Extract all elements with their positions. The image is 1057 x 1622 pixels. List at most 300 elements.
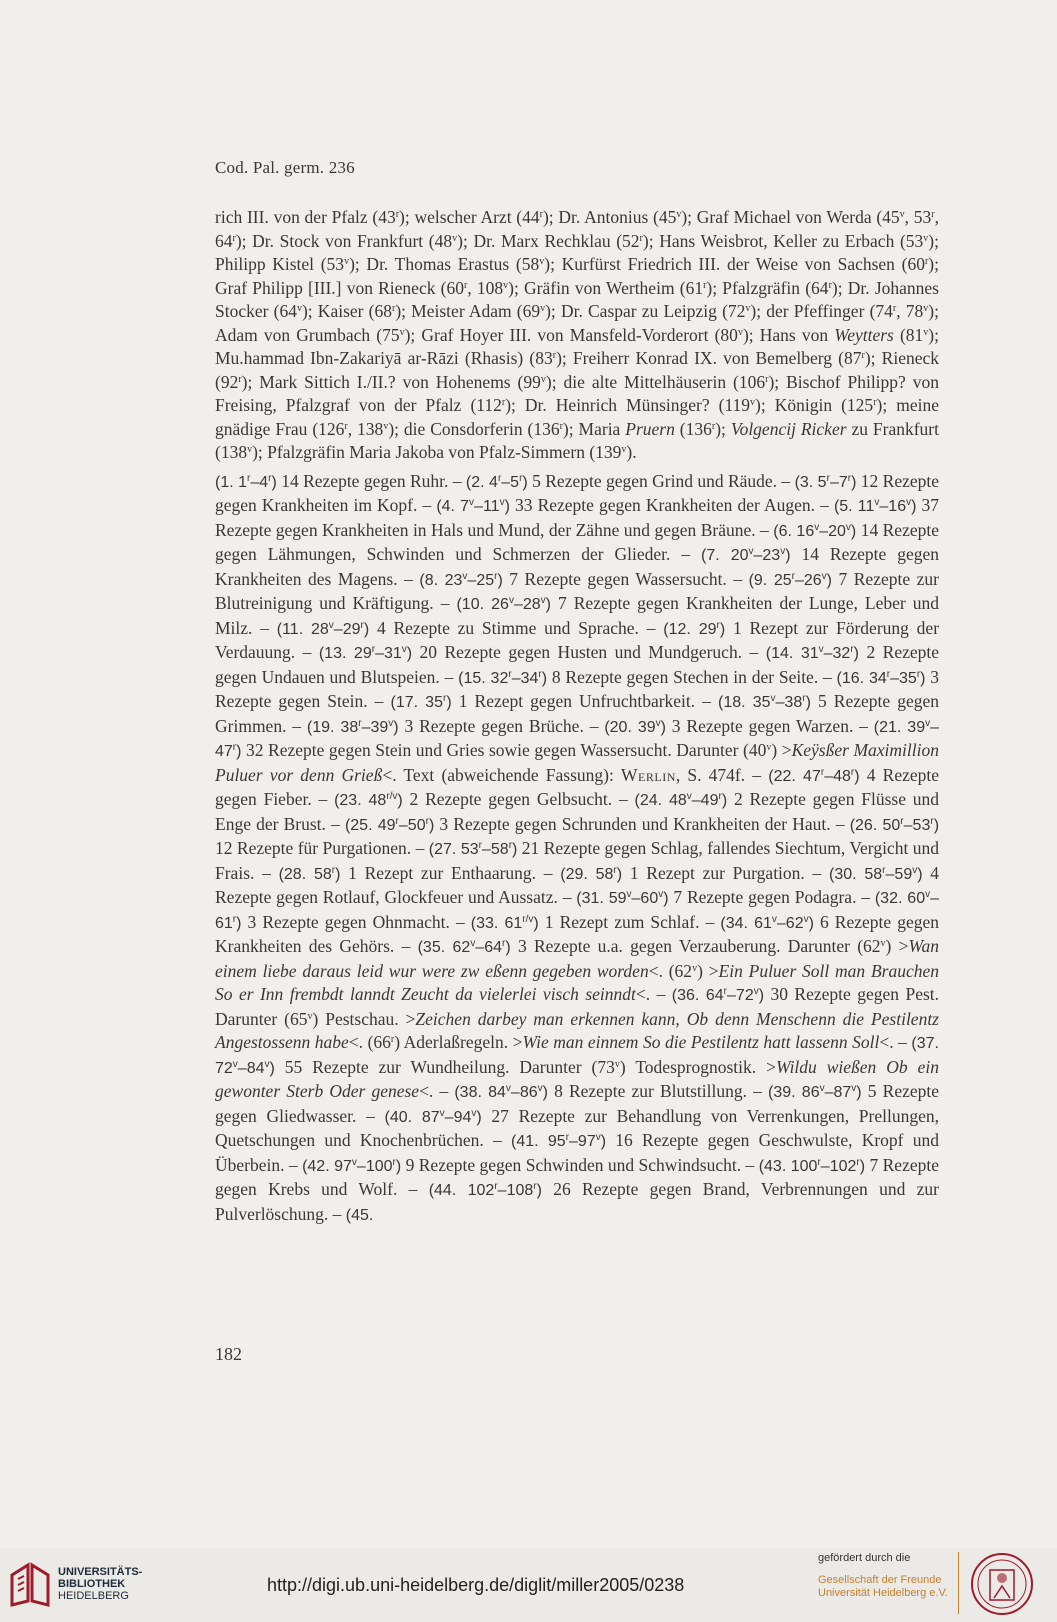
section-reference [334,792,403,809]
section-number: (11. 28 [276,620,329,638]
folio-side: v [537,1083,543,1094]
folio-side: v [296,303,302,314]
folio-side: v [676,209,682,220]
text-run: 14 Rezepte gegen Lähmungen, Schwinden und Schmerzen der Glieder. – [215,519,939,564]
text-run: <. – [879,1032,912,1052]
folio-number: ) [536,1182,542,1199]
text-run: ); Königin (125 [755,395,874,415]
folio-side: v [499,497,505,508]
text-run: zu Frankfurt (138 [215,418,939,462]
folio-side: v [439,1107,445,1119]
text-run: 32 Rezepte gegen Stein und Gries sowie gegen Wassersucht. Darunter (40 [241,740,767,760]
section-number: (1. 1 [215,473,248,491]
text-run: ); Dr. Stock von Frankfurt (48 [235,230,453,251]
folio-number: ) [269,1059,275,1077]
section-number: (9. 25 [748,571,792,589]
section-number: (19. 38 [306,718,359,736]
section-number: (7. 20 [701,547,749,564]
section-number: (6. 16 [773,522,815,540]
section-reference [560,866,622,883]
folio-side: r [508,840,513,851]
section-number: (44. 102 [428,1182,495,1199]
folio-number: –29 [333,620,361,638]
text-run: ); Graf Michael von Werda (45 [681,207,900,227]
folio-number: ) [854,767,860,785]
section-number: (26. 50 [849,816,901,834]
folio-number: ) [600,1133,607,1150]
section-reference [385,1109,482,1126]
section-number: (40. 87 [384,1108,440,1126]
folio-side: r [232,742,237,753]
text-run: ); Gräfin von Wertheim (61 [508,277,704,298]
folio-side: r [861,350,865,361]
folio-side: r [711,420,716,432]
text-run: ); der Pfeffinger (74 [750,301,893,321]
folio-number: –50 [398,816,426,834]
folio-side: r [791,570,795,582]
folio-side: v [540,595,546,606]
folio-number: –102 [820,1157,857,1175]
folio-side: v [766,742,772,753]
running-header: Cod. Pal. germ. 236 [215,158,355,177]
folio-side: r [639,232,643,244]
section-number: (23. 48 [334,792,387,809]
source-url-link[interactable]: http://digi.ub.uni-heidelberg.de/diglit/miller2005/0238 [267,1575,685,1595]
folio-side: r [268,472,272,484]
folio-side: v [750,397,756,408]
folio-side: r [391,303,396,314]
folio-side: r [931,209,935,220]
folio-side: v [923,326,929,338]
folio-side: r [392,1156,396,1168]
folio-number: –32 [823,645,851,662]
text-run: 7 Rezepte gegen Podagra. – [668,887,875,907]
text-run: 3 Rezepte gegen Schrunden und Krankheiten der Haut. – [434,813,850,834]
folio-number: –84 [237,1059,265,1077]
folio-number: –94 [444,1108,472,1126]
section-reference [418,939,511,956]
section-reference [466,474,528,491]
text-run: rich III. von der Pfalz (43 [215,207,396,227]
quoted-title: Pruern [625,418,675,439]
text-run: 2 Rezepte gegen Flüsse und Enge der Brust. – [215,789,940,834]
folio-side: v [452,232,458,244]
folio-side: r [850,644,854,655]
text-run: ); Dr. Caspar zu Leipzig (72 [545,301,746,321]
folio-number: –7 [829,473,848,491]
folio-number: ) [393,718,399,736]
quoted-title: Keÿsßer Maximillion Puluer vor denn Grieß [215,740,940,785]
folio-number: ) [512,841,518,858]
section-number: (27. 53 [428,841,479,858]
folio-side: v [814,521,820,533]
folio-side: r [344,420,348,432]
folio-side: r [802,693,806,704]
text-run: ); Graf Philipp [III.] von Rieneck (60 [215,254,939,298]
folio-side: r [856,1156,860,1168]
folio-number: ) [721,792,728,809]
folio-number: ) [758,987,765,1004]
text-run: 1 Rezept gegen Unfruchtbarkeit. – [451,691,719,711]
text-run: 3 Rezepte gegen Brüche. – [398,715,605,736]
folio-side: v [469,497,475,508]
section-number: (36. 64 [671,987,724,1004]
folio-number: –53 [903,816,931,834]
folio-number: ) [545,596,551,613]
text-run: 8 Rezepte zur Blutstillung. – [547,1081,769,1101]
section-reference [302,1158,401,1175]
text-run: 7 Rezepte gegen Krankheiten der Lunge, Leber und Milz. – [215,593,940,638]
folio-side: r [882,864,886,876]
text-run: ); Dr. Antonius (45 [542,207,677,227]
text-run: ) > [771,740,792,760]
section-number: (35. 62 [417,939,471,956]
folio-side: r [765,373,769,385]
section-number: (33. 61 [470,914,523,932]
folio-number: –16 [879,498,907,515]
folio-number: –35 [890,669,917,687]
text-run: 2 Rezepte gegen Gelbsucht. – [402,789,635,809]
section-number: (8. 23 [419,571,463,589]
folio-side: r [442,693,447,704]
text-run: ); die alte Mittelhäuserin (106 [545,371,766,392]
section-reference [837,670,926,687]
section-reference [850,817,939,834]
text-run: (136 [674,418,712,439]
section-number: (41. 95 [511,1133,566,1150]
folio-side: r [463,279,468,291]
sponsor-divider [958,1552,959,1614]
folio-number: –34 [511,669,539,687]
folio-side: r [358,717,362,729]
folio-side: r/v [522,913,534,925]
text-run: 26 Rezepte gegen Brand, Verbrennungen und zur Pulverlöschung. – [215,1179,939,1224]
text-run: ); Graf Hoyer III. von Mansfeld-Vorderort (80 [404,324,738,345]
folio-number: –64 [475,939,503,956]
folio-side: v [845,521,851,533]
section-reference [279,866,341,883]
text-run: 21 Rezepte gegen Schlag, fallendes Siechtum, Vergicht und Frais. – [215,838,939,883]
folio-number: ) [236,914,242,932]
folio-number: –72 [727,987,754,1004]
folio-side: v [770,693,776,704]
folio-number: –61 [215,890,940,932]
folio-side: r [716,619,720,631]
section-number: (14. 31 [765,645,819,662]
folio-number: ) [933,816,940,834]
folio-number: ) [856,1084,862,1101]
text-run: 12 Rezepte gegen Krankheiten im Kopf. – [215,470,940,515]
text-run: ); Dr. Thomas Erastus (58 [349,254,540,274]
folio-side: v [925,889,931,900]
text-run: 5 Rezepte gegen Grimmen. – [215,691,939,736]
text-run: ) Aderlaßregeln. > [394,1032,523,1052]
text-run: ); Freiherr Konrad IX. von Bemelberg (87 [556,348,862,368]
folio-side: r [892,303,897,314]
sponsor-name-line1: Gesellschaft der Freunde [818,1574,942,1586]
text-run: 33 Rezepte gegen Krankheiten der Augen. – [509,495,834,515]
folio-number: ) [504,498,510,515]
section-number: (17. 35 [390,694,443,711]
section-number: (24. 48 [634,792,687,809]
quoted-title: Ein Puluer Soll man Brauchen So er Inn frembdt lanndt Zeucht da vielerlei visch seinndt [215,960,939,1004]
folio-number: –59 [885,865,913,883]
text-run: ); Dr. Johannes Stocker (64 [215,277,939,321]
text-run: <. – [635,984,672,1004]
folio-number: ) [616,865,623,883]
section-number: (12. 29 [663,620,717,638]
text-run: ); Pfalzgräfin Maria Jakoba von Pfalz-Simmern (139 [252,442,622,462]
folio-side: v [508,595,514,606]
section-number: (5. 11 [833,498,875,515]
section-reference [345,817,434,834]
folio-number: –25 [467,571,495,589]
section-reference [456,596,551,613]
folio-side: v [923,232,929,244]
folio-side: v [737,326,743,338]
text-run: 1 Rezept zum Schlaf. – [538,911,721,932]
folio-number: ) [446,694,452,711]
folio-number: –47 [215,718,939,760]
folio-side: v [906,497,912,508]
folio-side: r [238,373,242,385]
section-reference [429,841,518,858]
text-run: ); Dr. Heinrich Münsinger? (119 [505,395,751,415]
folio-number: ) [853,645,859,662]
text-run: 8 Rezepte gegen Stechen in der Seite. – [547,666,837,687]
text-run: 5 Rezepte gegen Gliedwasser. – [215,1081,940,1126]
folio-number: ) [851,473,857,491]
folio-side: v [471,1107,477,1119]
section-number: (43. 100 [758,1157,818,1175]
text-run: 37 Rezepte gegen Krankheiten in Hals und Mund, der Zähne und gegen Bräune. – [215,495,940,540]
folio-side: r [232,232,236,244]
text-run: 55 Rezepte zur Wundheilung. Darunter (73 [274,1056,615,1077]
folio-side: v [540,303,546,314]
folio-number: ) [335,865,341,883]
section-reference [390,694,451,711]
section-reference [718,694,811,711]
text-run: ); Kaiser (68 [301,301,392,321]
folio-number: –58 [482,841,509,858]
folio-number: –11 [474,498,500,515]
section-number: (21. 39 [873,718,926,736]
folio-side: r [886,668,891,680]
paragraph-contents [215,470,939,1228]
folio-number: –23 [753,547,781,564]
folio-side: r [497,472,502,484]
folio-side: v [399,326,405,338]
folio-number: –97 [569,1133,596,1150]
text-run: ); welscher Arzt (44 [399,207,540,227]
section-number: (34. 61 [720,914,772,932]
folio-number: –86 [510,1084,538,1101]
section-reference [454,1084,548,1101]
text-run: 1 Rezept zur Enthaarung. – [340,862,561,883]
main-text [215,206,939,1227]
folio-number: –4 [250,473,269,491]
section-number: (20. 39 [604,718,656,736]
text-run: ). [626,442,637,462]
text-run: , 108 [467,277,504,298]
section-reference [604,719,666,736]
sponsor-name [818,1574,950,1600]
folio-number: –62 [776,914,804,932]
section-reference [829,866,923,883]
text-run: ); Bischof Philipp? von Freising, Pfalzgraf von der Pfalz (112 [215,371,940,415]
text-run: ); Rieneck (92 [215,348,940,392]
folio-side: v [818,644,824,655]
section-reference [471,915,539,932]
folio-side: v [692,962,698,974]
text-run: 12 Rezepte für Purgationen. – [215,838,429,858]
folio-side: r [930,815,934,827]
folio-number: ) [541,669,548,687]
text-run: ); Maria [562,418,626,439]
folio-number: –38 [775,694,803,711]
folio-side: r [232,913,237,925]
folio-side: r [817,1156,821,1168]
section-number: (37. 72 [215,1035,939,1077]
section-reference [277,621,369,638]
text-run: 16 Rezepte gegen Geschwulste, Kropf und Überbein. – [215,1130,939,1175]
section-reference [429,1182,542,1199]
folio-side: r [494,1181,498,1192]
folio-side: v [803,913,809,925]
section-reference [749,572,832,589]
folio-side: v [925,717,931,729]
folio-side: v [388,717,394,729]
folio-number: ) [363,620,370,638]
folio-side: r [718,791,722,802]
folio-side: v [748,546,754,557]
folio-side: r [508,668,512,680]
folio-side: r [331,864,336,876]
library-name-line: HEIDELBERG [58,1590,129,1602]
folio-number: –31 [375,645,402,662]
section-number: (2. 4 [465,473,498,491]
folio-side: r [873,397,877,408]
folio-side: v [745,303,751,314]
section-reference [795,474,857,491]
text-run: 4 Rezepte gegen Rotlauf, Glockfeuer und Aussatz. – [215,862,940,907]
section-number: (39. 86 [768,1084,820,1101]
folio-side: r [425,815,429,827]
text-run: 3 Rezepte gegen Warzen. – [665,715,874,736]
section-number: (3. 5 [794,473,827,491]
folio-number: –20 [819,522,846,540]
folio-number: ) [911,498,917,515]
folio-number: ) [522,473,528,491]
folio-number: ) [785,547,791,564]
text-run: ); Hans von [742,324,835,345]
section-reference [663,621,725,638]
folio-side: r [494,570,498,582]
folio-side: v [771,913,777,925]
text-run: ); Dr. Marx Rechklau (52 [457,230,640,251]
text-run: 7 Rezepte gegen Wassersucht. – [502,568,749,589]
folio-number: ) [663,890,669,907]
text-run: ); Philipp Kistel (53 [215,230,939,274]
folio-side: v [626,889,632,900]
folio-side: v [307,1010,313,1022]
section-number: (15. 32 [458,669,509,687]
text-run: <. Text (abweichende Fassung): [382,764,622,785]
text-run: <. (62 [648,960,693,981]
text-run: ); Hans Weisbrot, Keller zu Erbach (53 [642,230,924,251]
text-run: ); Mu.hammad Ibn-Zakariyā ar-Rāzi (Rhasis) (83 [215,324,939,368]
folio-side: v [874,497,880,508]
folio-side: v [539,256,545,267]
text-run: , 138 [347,418,384,439]
quoted-title: Weytters [834,324,894,345]
section-number: (45. [345,1206,374,1224]
folio-number: –39 [361,718,389,736]
section-reference [511,1133,606,1150]
section-number: (25. 49 [344,816,396,834]
section-number: (10. 26 [456,596,509,613]
section-reference [319,645,412,662]
quoted-title: Wie man einnem So die Pestilentz hatt lassenn Soll [522,1032,880,1052]
folio-number: –48 [824,767,851,785]
folio-number: ) [497,571,503,589]
folio-side: v [401,644,407,655]
folio-side: v [264,1058,270,1070]
folio-number: –5 [501,473,520,491]
section-number: (16. 34 [836,669,887,687]
folio-number: ) [395,1157,402,1175]
folio-side: r [820,766,825,778]
section-reference [768,768,859,785]
library-name-line: UNIVERSITÄTS- [58,1566,143,1578]
folio-side: v [621,444,627,455]
section-reference [436,498,510,515]
section-number: (38. 84 [454,1084,506,1101]
folio-number: ) [660,718,666,736]
library-logo-icon [8,1561,52,1609]
quoted-title: Wildu wießen Ob ein gewonter Sterb Oder genese [215,1056,939,1101]
section-reference [635,792,728,809]
folio-side: r [826,472,830,484]
author-citation: Werlin [621,764,676,785]
folio-number: ) [533,914,539,932]
section-reference [215,474,277,491]
folio-number: ) [428,816,435,834]
folio-side: v [923,303,929,314]
text-run: ) > [697,960,719,981]
folio-side: v [686,791,692,802]
sponsor-block [800,1552,950,1600]
folio-side: v [880,938,886,949]
text-run: , 64 [215,207,940,251]
folio-side: r [395,209,400,220]
section-reference [773,523,856,540]
text-run: , 78 [896,301,924,321]
section-number: (31. 59 [576,890,627,907]
folio-side: v [821,570,827,582]
folio-number: –49 [691,792,719,809]
folio-side: r [828,279,832,291]
section-number: (18. 35 [718,694,771,711]
folio-number: –100 [356,1157,393,1175]
folio-side: r [916,668,921,680]
folio-side: r [501,397,506,408]
text-run: , 53 [904,207,932,227]
folio-side: v [351,1156,357,1168]
text-run: ) Todesprognostik. > [619,1056,776,1077]
text-run: 3 Rezepte gegen Ohnmacht. – [241,911,471,932]
folio-side: r/v [386,791,398,802]
